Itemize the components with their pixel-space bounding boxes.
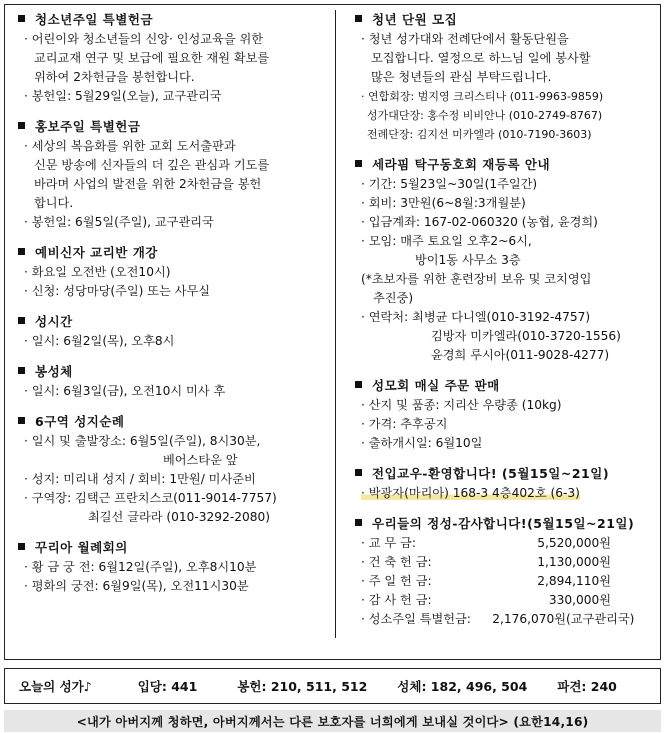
text-line: · 일시 및 출발장소: 6월5일(주일), 8시30분,	[24, 434, 261, 448]
text-line: 많은 청년들의 관심 부탁드립니다.	[371, 70, 552, 84]
curia-section	[18, 538, 326, 596]
first-friday-section	[18, 362, 326, 401]
text-line: 베어스타운 앞	[163, 453, 238, 467]
section-heading: 우리들의 정성-감사합니다!(5월15일~21일)	[372, 515, 635, 531]
rice-wine-section	[355, 376, 657, 453]
offertory-hymn: 봉헌: 210, 511, 512	[237, 679, 368, 694]
text-line: 교리교재 연구 및 보급에 필요한 재원 확보를	[34, 51, 270, 65]
square-bullet-icon	[355, 381, 362, 388]
text-line: · 연락처: 최병균 다니엘(010-3192-4757)	[361, 310, 591, 324]
text-line: · 산지 및 품종: 지리산 우량종 (10kg)	[361, 398, 562, 412]
youth-offering-section	[18, 10, 326, 106]
square-bullet-icon	[355, 519, 362, 526]
section-heading: 홍보주일 특별헌금	[35, 118, 141, 134]
section-heading: 성시간	[35, 313, 73, 329]
text-line: · 출하개시일: 6월10일	[361, 436, 483, 450]
offering-row	[355, 591, 657, 610]
section-heading: 봉성체	[35, 363, 73, 379]
youth-group-section	[355, 10, 657, 144]
holy-hour-section	[18, 312, 326, 351]
offering-row	[355, 610, 657, 629]
hymn-stats-bar	[4, 668, 661, 704]
column-divider	[335, 10, 336, 638]
square-bullet-icon	[18, 367, 25, 374]
offerings-section	[355, 514, 657, 629]
offering-label: · 성소주일 특별헌금:	[361, 612, 471, 626]
text-line: · 회비: 3만원(6~8월:3개월분)	[361, 196, 526, 210]
text-line: 방이1동 사무소 3층	[415, 253, 521, 267]
text-line: (*초보자를 위한 훈련장비 보유 및 코치영입	[361, 272, 592, 286]
offering-amount: 2,894,110원	[537, 574, 611, 588]
text-line: · 청년 성가대와 전례단에서 활동단원을	[361, 32, 569, 46]
section-heading: 청년 단원 모집	[372, 11, 458, 27]
hymn-label: 오늘의 성가♪	[19, 679, 92, 694]
text-line: 위하여 2차헌금을 봉헌합니다.	[34, 70, 195, 84]
offering-row	[355, 534, 657, 553]
text-line: · 성지: 미리내 성지 / 회비: 1만원/ 미사준비	[24, 472, 256, 486]
offering-note: (교구관리국)	[566, 612, 635, 626]
square-bullet-icon	[355, 15, 362, 22]
pilgrimage-section	[18, 412, 326, 527]
text-line: 윤경희 루시아(011-9028-4277)	[431, 348, 610, 362]
section-heading: 6구역 성지순례	[35, 413, 125, 429]
text-line	[355, 484, 657, 503]
square-bullet-icon	[18, 317, 25, 324]
offering-label: · 감 사 헌 금:	[361, 593, 432, 607]
text-line: 전례단장: 김지선 미카엘라 (010-7190-3603)	[367, 128, 592, 141]
text-line: 최길선 글라라 (010-3292-2080)	[88, 510, 270, 524]
text-line: 추진중)	[373, 291, 414, 305]
entrance-hymn: 입당: 441	[137, 679, 198, 694]
square-bullet-icon	[18, 122, 25, 129]
text-line: · 황 금 궁 전: 6월12일(주일), 오후8시10분	[24, 560, 257, 574]
text-line: · 일시: 6월2일(목), 오후8시	[24, 334, 175, 348]
text-line: 김방자 미카엘라(010-3720-1556)	[431, 329, 621, 343]
newcomer-entry: · 박광자(마리아) 168-3 4층402호 (6-3)	[361, 486, 580, 500]
text-line: · 신청: 성당마당(주일) 또는 사무실	[24, 284, 211, 298]
offering-label: · 건 축 헌 금:	[361, 555, 432, 569]
offering-row	[355, 572, 657, 591]
section-heading: 전입교우-환영합니다! (5월15일~21일)	[372, 465, 610, 481]
text-line: 신문 방송에 신자들의 더 깊은 관심과 기도를	[34, 158, 270, 172]
text-line: · 세상의 복음화를 위한 교회 도서출판과	[24, 139, 236, 153]
square-bullet-icon	[355, 469, 362, 476]
offering-amount: 2,176,070원	[492, 612, 566, 626]
dismissal-hymn: 파견: 240	[557, 679, 617, 694]
text-line: · 연합회장: 범지영 크리스티나 (011-9963-9859)	[361, 90, 604, 103]
text-line: · 모임: 매주 토요일 오후2~6시,	[361, 234, 532, 248]
text-line: · 입금계좌: 167-02-060320 (농협, 윤경희)	[361, 215, 598, 229]
section-heading: 성모회 매실 주문 판매	[372, 377, 500, 393]
square-bullet-icon	[18, 248, 25, 255]
bible-verse: <내가 아버지께 청하면, 아버지께서는 다른 보호자를 너희에게 보내실 것이다> (요한14,16)	[4, 710, 661, 732]
section-heading: 꾸리아 월례회의	[35, 539, 128, 555]
square-bullet-icon	[18, 15, 25, 22]
text-line: · 어린이와 청소년들의 신앙· 인성교육을 위한	[24, 32, 264, 46]
offering-amount: 1,130,000원	[537, 555, 611, 569]
offering-row	[355, 553, 657, 572]
square-bullet-icon	[18, 417, 25, 424]
text-line: · 가격: 추후공지	[361, 417, 448, 431]
text-line: 바라며 사업의 발전을 위한 2차헌금을 봉헌	[34, 177, 262, 191]
newcomers-section	[355, 464, 657, 503]
offering-label: · 교 무 금:	[361, 536, 416, 550]
left-column	[18, 10, 326, 607]
offering-amount: 5,520,000원	[537, 536, 611, 550]
text-line: · 봉헌일: 5월29일(오늘), 교구관리국	[24, 89, 222, 103]
text-line: 성가대단장: 홍수정 비비안나 (010-2749-8767)	[367, 109, 603, 122]
text-line: · 구역장: 김택근 프란치스코(011-9014-7757)	[24, 491, 277, 505]
text-line: 모집합니다. 열정으로 하느님 일에 봉사할	[371, 51, 591, 65]
text-line: 합니다.	[34, 196, 74, 210]
table-tennis-section	[355, 155, 657, 365]
square-bullet-icon	[18, 543, 25, 550]
text-line: · 화요일 오전반 (오전10시)	[24, 265, 171, 279]
section-heading: 예비신자 교리반 개강	[35, 244, 158, 260]
section-heading: 청소년주일 특별헌금	[35, 11, 154, 27]
text-line: · 평화의 궁전: 6월9일(목), 오전11시30분	[24, 579, 249, 593]
square-bullet-icon	[355, 160, 362, 167]
catechumen-section	[18, 243, 326, 301]
section-heading: 세라핌 탁구동호회 재등록 안내	[372, 156, 551, 172]
right-column	[355, 10, 657, 640]
text-line: · 일시: 6월3일(금), 오전10시 미사 후	[24, 384, 226, 398]
text-line: · 기간: 5월23일~30일(1주일간)	[361, 177, 538, 191]
offering-amount: 330,000원	[548, 593, 611, 607]
text-line: · 봉헌일: 6월5일(주일), 교구관리국	[24, 215, 214, 229]
media-offering-section	[18, 117, 326, 232]
communion-hymn: 성체: 182, 496, 504	[397, 679, 528, 694]
offering-label: · 주 일 헌 금:	[361, 574, 432, 588]
